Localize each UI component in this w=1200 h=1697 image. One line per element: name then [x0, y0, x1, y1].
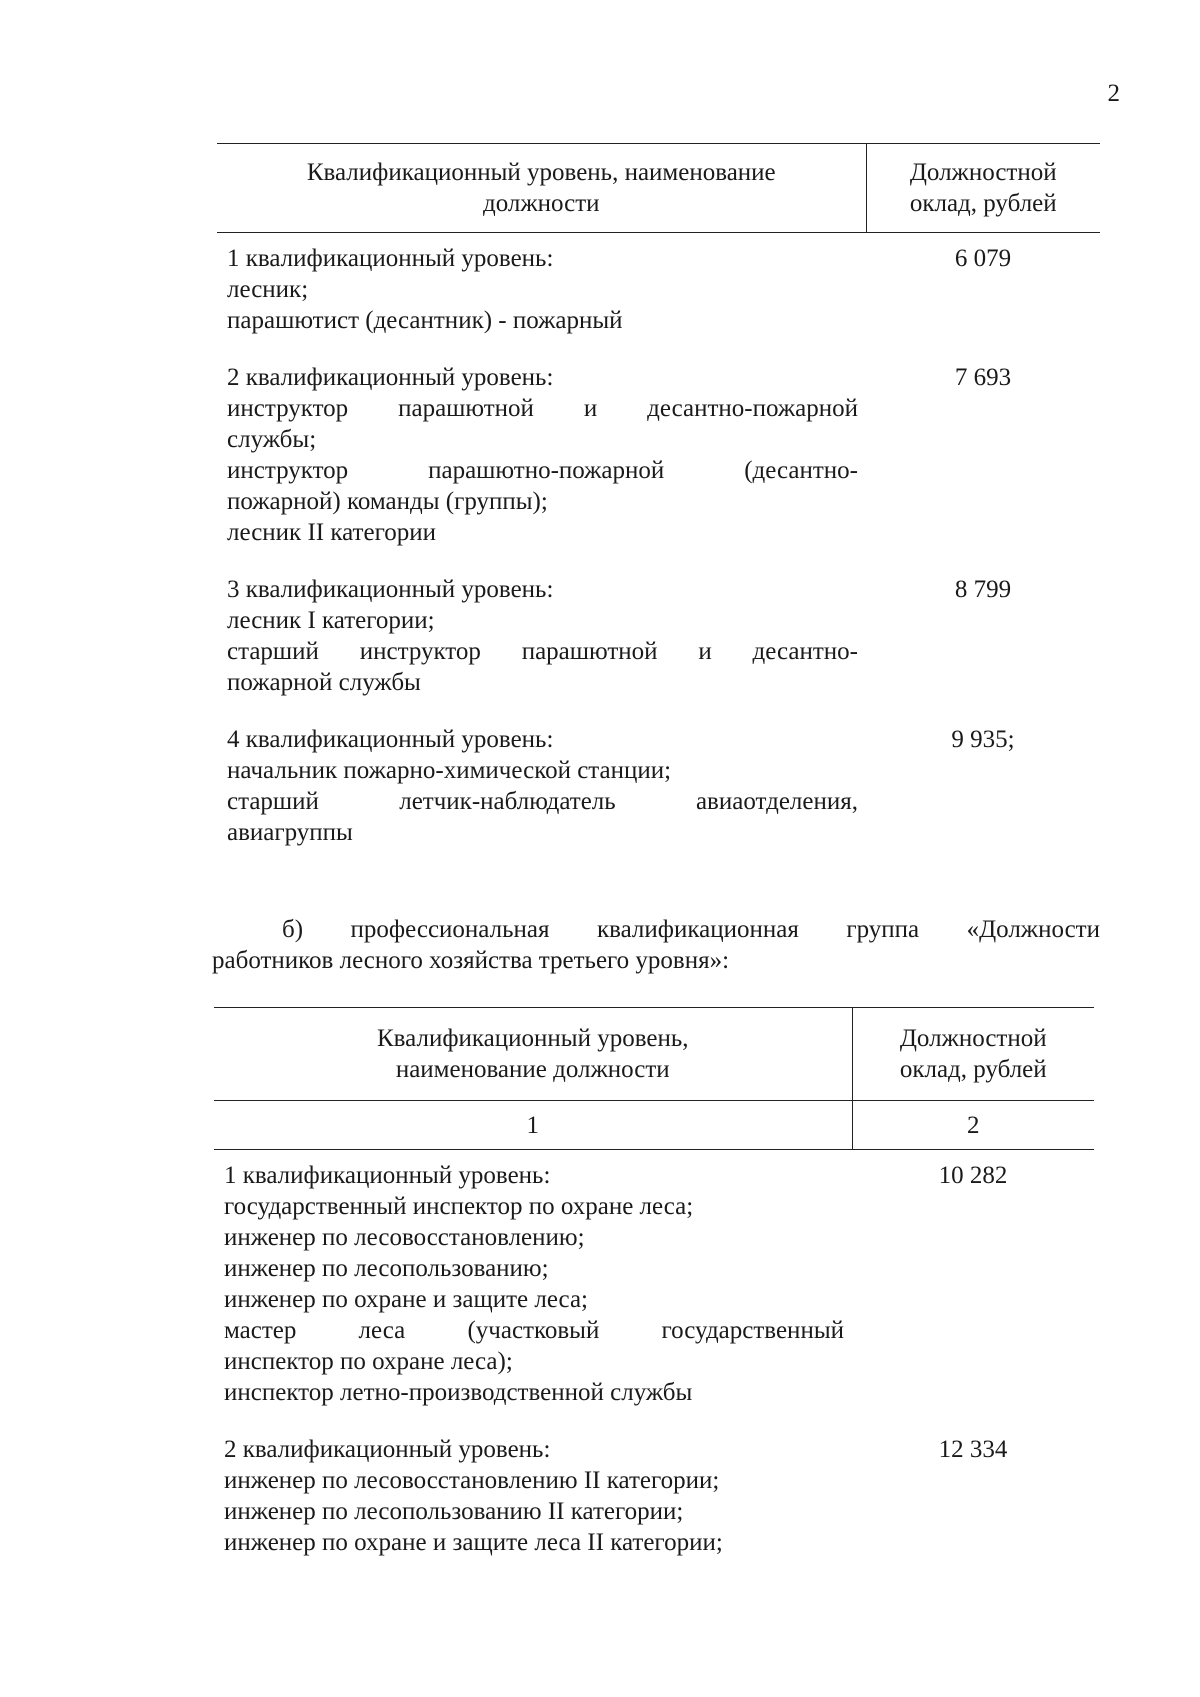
- header-salary: [866, 144, 1100, 233]
- header-salary: [852, 1008, 1094, 1101]
- level-cell: [214, 1150, 852, 1409]
- salary-table-second: [214, 1007, 1094, 1558]
- level-cell: [217, 362, 866, 548]
- level-title: 3 квалификационный уровень:: [227, 576, 554, 603]
- paragraph-line: работников лесного хозяйства третьего уровня»:: [212, 947, 730, 974]
- salary-value: 12 334: [938, 1436, 1008, 1463]
- level-title: 4 квалификационный уровень:: [227, 726, 554, 753]
- position-text: парашютист (десантник) - пожарный: [227, 307, 623, 334]
- position-text: пожарной) команды (группы);: [227, 488, 548, 515]
- column-number: 2: [852, 1101, 1094, 1150]
- header-qualification-level: [217, 144, 866, 233]
- table-row: [214, 1434, 1094, 1558]
- header-line: оклад, рублей: [899, 1056, 1047, 1083]
- position-text: начальник пожарно-химической станции;: [227, 757, 672, 784]
- position-text: инспектор летно-производственной службы: [224, 1379, 693, 1406]
- position-text: инженер по лесопользованию;: [224, 1255, 549, 1282]
- section-paragraph: [212, 914, 1100, 976]
- salary-value: 6 079: [954, 245, 1012, 272]
- position-text: инженер по лесопользованию II категории;: [224, 1498, 684, 1525]
- position-text: лесник;: [227, 276, 309, 303]
- table-header-row: [214, 1008, 1094, 1101]
- salary-value: 9 935;: [951, 726, 1015, 753]
- column-number: 1: [214, 1101, 852, 1150]
- salary-table-first: [217, 143, 1100, 848]
- position-text: лесник II категории: [227, 519, 436, 546]
- table-header-row: [217, 144, 1100, 233]
- header-line: Квалификационный уровень,: [377, 1025, 689, 1052]
- position-text: государственный инспектор по охране леса;: [224, 1193, 694, 1220]
- header-line: оклад, рублей: [909, 190, 1057, 217]
- header-line: Квалификационный уровень, наименование: [306, 159, 776, 186]
- level-title: 2 квалификационный уровень:: [227, 364, 554, 391]
- position-text: мастер леса (участковый государственный: [224, 1317, 844, 1344]
- salary-value: 10 282: [938, 1162, 1008, 1189]
- header-line: Должностной: [899, 1025, 1047, 1052]
- position-text: старший летчик-наблюдатель авиаотделения,: [227, 788, 858, 815]
- position-text: службы;: [227, 426, 317, 453]
- position-text: лесник I категории;: [227, 607, 435, 634]
- level-title: 1 квалификационный уровень:: [227, 245, 554, 272]
- position-text: авиагруппы: [227, 819, 353, 846]
- page-number: 2: [1107, 80, 1120, 107]
- level-cell: [217, 724, 866, 848]
- position-text: инженер по охране и защите леса II категории;: [224, 1529, 723, 1556]
- position-text: инструктор парашютной и десантно-пожарной: [227, 395, 858, 422]
- table-row: [217, 233, 1100, 337]
- position-text: пожарной службы: [227, 669, 421, 696]
- level-title: 1 квалификационный уровень:: [224, 1162, 551, 1189]
- table-row: [217, 362, 1100, 548]
- position-text: инженер по лесовосстановлению;: [224, 1224, 585, 1251]
- level-title: 2 квалификационный уровень:: [224, 1436, 551, 1463]
- level-cell: [214, 1434, 852, 1558]
- table-row: [217, 724, 1100, 848]
- header-line: наименование должности: [395, 1056, 670, 1083]
- level-cell: [217, 574, 866, 698]
- position-text: инженер по лесовосстановлению II категории;: [224, 1467, 720, 1494]
- column-number-row: [214, 1101, 1094, 1150]
- header-line: Должностной: [909, 159, 1057, 186]
- table-row: [214, 1150, 1094, 1409]
- salary-value: 8 799: [954, 576, 1012, 603]
- position-text: инженер по охране и защите леса;: [224, 1286, 588, 1313]
- header-qualification-level: [214, 1008, 852, 1101]
- position-text: старший инструктор парашютной и десантно-: [227, 638, 858, 665]
- table-row: [217, 574, 1100, 698]
- header-line: должности: [482, 190, 600, 217]
- salary-value: 7 693: [954, 364, 1012, 391]
- position-text: инспектор по охране леса);: [224, 1348, 513, 1375]
- level-cell: [217, 233, 866, 337]
- paragraph-line: б) профессиональная квалификационная группа «Должности: [282, 916, 1100, 943]
- position-text: инструктор парашютно-пожарной (десантно-: [227, 457, 858, 484]
